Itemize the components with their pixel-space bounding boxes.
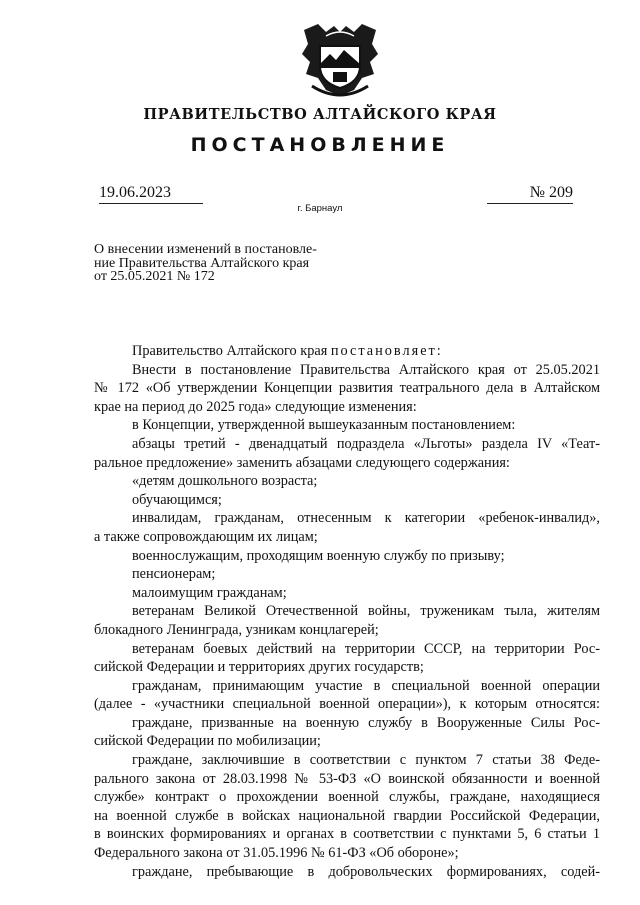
body-line: в воинских формированиях и органах в соответствии с пунктами 5, 6 статьи 1 [94,826,600,843]
body-line: ветеранам боевых действий на территории СССР, на территории Рос- [132,640,600,657]
coat-of-arms-icon [298,22,382,102]
body-line: блокадного Ленинграда, узникам концлагерей; [94,621,379,638]
document-subject [94,243,344,284]
body-line: обучающимся; [132,491,222,508]
body-line: граждане, пребывающие в добровольческих формированиях, содей- [132,863,600,880]
body-line: на военной службе в войсках национальной гвардии Российской Федерации, [94,807,600,824]
body-line: крае на период до 2025 года» следующие изменения: [94,398,417,415]
body-line: в Концепции, утвержденной вышеуказанным постановлением: [132,417,516,434]
body-line: военнослужащим, проходящим военную службу по призыву; [132,547,505,564]
document-type: ПОСТАНОВЛЕНИЕ [190,134,450,156]
body-line: граждане, призванные на военную службу в Вооруженные Силы Рос- [132,714,600,731]
intro-paragraph [94,342,600,361]
body-line: Федерального закона от 31.05.1996 № 61-ФЗ «Об обороне»; [94,845,459,862]
body-line: инвалидам, гражданам, отнесенным к категории «ребенок-инвалид», [132,510,600,527]
body-line: «детям дошкольного возраста; [132,473,318,490]
body-line: ральное предложение» заменить абзацами следующего содержания: [94,454,510,471]
document-date: 19.06.2023 [99,184,171,201]
intro-decision-word: постановляет [330,343,437,359]
body-line: сийской Федерации и территориях других государств; [94,659,424,676]
document-body [94,342,600,881]
subject-line: от 25.05.2021 № 172 [94,269,215,284]
subject-line: О внесении изменений в постановле- [94,242,317,257]
city-name: г. Барнаул [297,203,343,214]
body-line: абзацы третий - двенадцатый подраздела «Льготы» раздела IV «Теат- [132,435,600,452]
body-line: гражданам, принимающим участие в специальной военной операции [132,677,600,694]
body-line: службе» контракт о прохождении военной службы, граждане, находящиеся [94,789,600,806]
document-number: № 209 [529,184,573,201]
body-line: № 172 «Об утверждении Концепции развития театрального дела в Алтайском [94,380,600,397]
body-line: (далее - «участники специальной военной операции»), к которым относятся: [94,696,600,713]
body-line: Внести в постановление Правительства Алтайского края от 25.05.2021 [132,361,600,378]
body-line: пенсионерам; [132,566,216,583]
intro-text: Правительство Алтайского края [132,343,331,359]
subject-line: ние Правительства Алтайского края [94,255,310,271]
body-line: а также сопровождающим их лицам; [94,528,318,545]
intro-colon: : [436,343,441,359]
body-line: сийской Федерации по мобилизации; [94,733,321,750]
body-line: ветеранам Великой Отечественной войны, труженикам тыла, жителям [132,603,600,620]
body-line: малоимущим гражданам; [132,584,287,601]
body-line: рального закона от 28.03.1998 № 53-ФЗ «О воинской обязанности и военной [94,770,600,787]
government-name: ПРАВИТЕЛЬСТВО АЛТАЙСКОГО КРАЯ [143,106,497,123]
body-line: граждане, заключившие в соответствии с пунктом 7 статьи 38 Феде- [132,752,600,769]
